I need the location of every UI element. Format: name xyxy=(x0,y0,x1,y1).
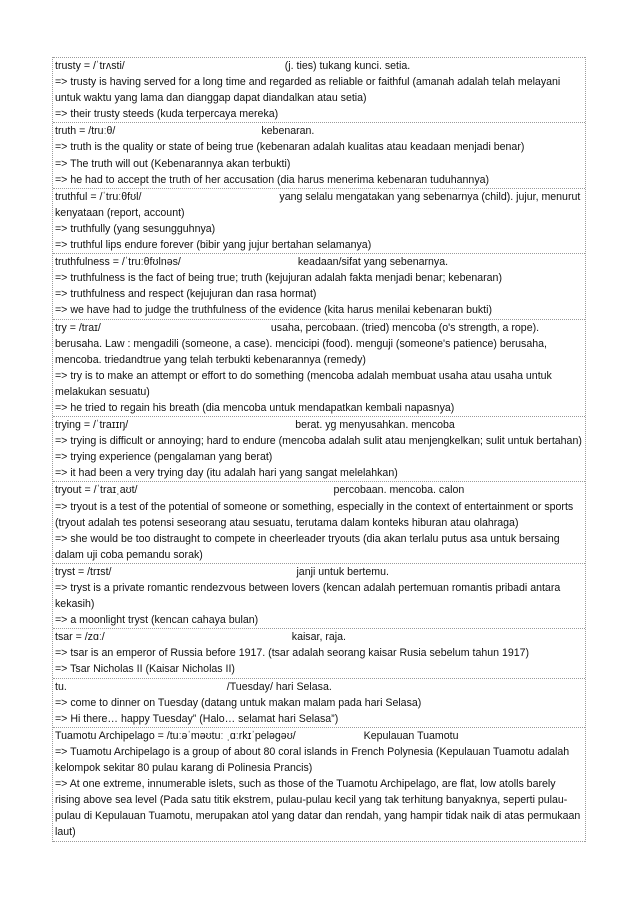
entry-meaning: berat. yg menyusahkan. mencoba xyxy=(295,419,455,432)
entry-example-line: => she would be too distraught to compete in cheerleader tryouts (dia akan terlalu putus asa untuk bersaing dalam uji coba pemandu sorak) xyxy=(55,532,560,561)
entry-headline xyxy=(55,123,583,139)
entry-example-line: => we have had to judge the truthfulness of the evidence (kita harus menilai kebenaran bukti) xyxy=(55,304,492,317)
entry-headword: tsar = /zɑː/ xyxy=(55,631,105,644)
entry-headword: truthful = /ˈtruːθfʊl/ xyxy=(55,190,142,203)
entry-meaning: kaisar, raja. xyxy=(291,631,346,644)
entry-meaning: keadaan/sifat yang sebenarnya. xyxy=(297,256,449,269)
entry-example-line: => it had been a very trying day (itu adalah hari yang sangat melelahkan) xyxy=(55,467,398,480)
entry-example-line: => trying is difficult or annoying; hard to endure (mencoba adalah sulit atau menjengkelkan; sulit untuk bertahan) xyxy=(55,435,582,448)
entry-headline xyxy=(55,254,583,270)
entry-meaning: /Tuesday/ hari Selasa. xyxy=(226,680,332,693)
entry-meaning: yang selalu mengatakan yang sebenarnya (child). jujur, menurut kenyataan (report, account) xyxy=(55,190,581,219)
dictionary-entry xyxy=(53,253,585,318)
entry-headline xyxy=(55,320,583,368)
entry-headword: tu. xyxy=(55,680,67,693)
entry-example-line: => truthfully (yang sesungguhnya) xyxy=(55,222,216,235)
entry-headline xyxy=(55,482,583,498)
dictionary-entry xyxy=(53,416,585,481)
dictionary-entry xyxy=(53,57,585,122)
entry-example-line: => Hi there… happy Tuesday” (Halo… selamat hari Selasa”) xyxy=(55,712,339,725)
entry-example-line: => truthfulness is the fact of being true; truth (kejujuran adalah fakta menjadi benar; kebenaran) xyxy=(55,272,502,285)
entry-meaning: kebenaran. xyxy=(261,125,315,138)
entry-example-line: => At one extreme, innumerable islets, such as those of the Tuamotu Archipelago, are flat, low atolls barely rising above sea level (Pada satu titik ekstrem, pulau-pulau kecil yang tak terhitung banyaknya, seperti pulau-pulau di Kepulauan Tuamotu, merupakan atol yang datar dan rendah, yang hampir tidak naik di atas permukaan laut) xyxy=(55,778,581,839)
entry-headline xyxy=(55,629,583,645)
dictionary-sheet xyxy=(52,57,586,842)
entry-headword: truth = /truːθ/ xyxy=(55,125,116,138)
entry-headline xyxy=(55,564,583,580)
entry-meaning: janji untuk bertemu. xyxy=(296,565,389,578)
dictionary-entry xyxy=(53,678,585,727)
dictionary-entry xyxy=(53,122,585,187)
entry-example-line: => try is to make an attempt or effort to do something (mencoba adalah membuat usaha atau usaha untuk melakukan sesuatu) xyxy=(55,369,552,398)
entry-example-line: => truthful lips endure forever (bibir yang jujur bertahan selamanya) xyxy=(55,239,372,252)
entry-headword: trying = /ˈtraɪɪŋ/ xyxy=(55,419,129,432)
entry-headline xyxy=(55,189,583,221)
dictionary-entry xyxy=(53,188,585,253)
entry-example-line: => tsar is an emperor of Russia before 1917. (tsar adalah seorang kaisar Rusia sebelum tahun 1917) xyxy=(55,647,530,660)
entry-meaning: percobaan. mencoba. calon xyxy=(333,484,465,497)
entry-headword: truthfulness = /ˈtruːθfʊlnəs/ xyxy=(55,256,181,269)
entry-example-line: => Tsar Nicholas II (Kaisar Nicholas II) xyxy=(55,663,235,676)
entry-meaning: (j. ties) tukang kunci. setia. xyxy=(284,60,411,72)
entry-headword: trusty = /ˈtrʌsti/ xyxy=(55,60,125,72)
entry-example-line: => trying experience (pengalaman yang berat) xyxy=(55,451,273,464)
entry-example-line: => Tuamotu Archipelago is a group of about 80 coral islands in French Polynesia (Kepulauan Tuamotu adalah kelompok sekitar 80 pulau karang di Polinesia Prancis) xyxy=(55,745,570,775)
entry-example-line: => tryst is a private romantic rendezvous between lovers (kencan adalah pertemuan romantis pribadi antara kekasih) xyxy=(55,582,561,611)
entry-example-line: => trusty is having served for a long time and regarded as reliable or faithful (amanah adalah telah melayani untuk waktu yang lama dan dianggap dapat diandalkan atau setia) xyxy=(55,76,561,105)
entry-headword: try = /traɪ/ xyxy=(55,321,101,334)
entry-example-line: => he had to accept the truth of her accusation (dia harus menerima kebenaran tuduhannya) xyxy=(55,173,490,186)
entry-headword: Tuamotu Archipelago = /tuːəˈməʊtuː ˌɑːrkɪˈpeləɡəʊ/ xyxy=(55,729,296,742)
entry-example-line: => come to dinner on Tuesday (datang untuk makan malam pada hari Selasa) xyxy=(55,696,422,709)
entry-example-line: => a moonlight tryst (kencan cahaya bulan) xyxy=(55,614,259,627)
entry-headline xyxy=(55,58,583,74)
entry-headline xyxy=(55,728,583,744)
entry-example-line: => he tried to regain his breath (dia mencoba untuk mendapatkan kembali napasnya) xyxy=(55,401,455,414)
entry-headword: tryout = /ˈtraɪˌaʊt/ xyxy=(55,484,138,497)
dictionary-entry xyxy=(53,563,585,628)
entry-example-line: => The truth will out (Kebenarannya akan terbukti) xyxy=(55,157,291,170)
entry-headword: tryst = /trɪst/ xyxy=(55,565,112,578)
entry-example-line: => tryout is a test of the potential of someone or something, especially in the context of entertainment or sports (tryout adalah tes potensi seseorang atau sesuatu, terutama dalam konteks hiburan atau olahraga) xyxy=(55,500,574,529)
dictionary-entry xyxy=(53,319,585,417)
entry-example-line: => truth is the quality or state of being true (kebenaran adalah kualitas atau keadaan menjadi benar) xyxy=(55,141,525,154)
dictionary-entry xyxy=(53,727,585,842)
dictionary-entry xyxy=(53,628,585,677)
dictionary-entry xyxy=(53,481,585,562)
entry-meaning: Kepulauan Tuamotu xyxy=(363,729,459,742)
entry-headline xyxy=(55,679,583,695)
entry-example-line: => their trusty steeds (kuda terpercaya mereka) xyxy=(55,108,279,121)
entry-headline xyxy=(55,417,583,433)
entry-example-line: => truthfulness and respect (kejujuran dan rasa hormat) xyxy=(55,288,317,301)
entry-meaning: usaha, percobaan. (tried) mencoba (o's strength, a rope). berusaha. Law : mengadili (someone, a case). mencicipi (food). menguji (someone's patience) berusaha, mencoba. triedandtrue yang telah terbukti kebenarannya (remedy) xyxy=(55,321,547,366)
